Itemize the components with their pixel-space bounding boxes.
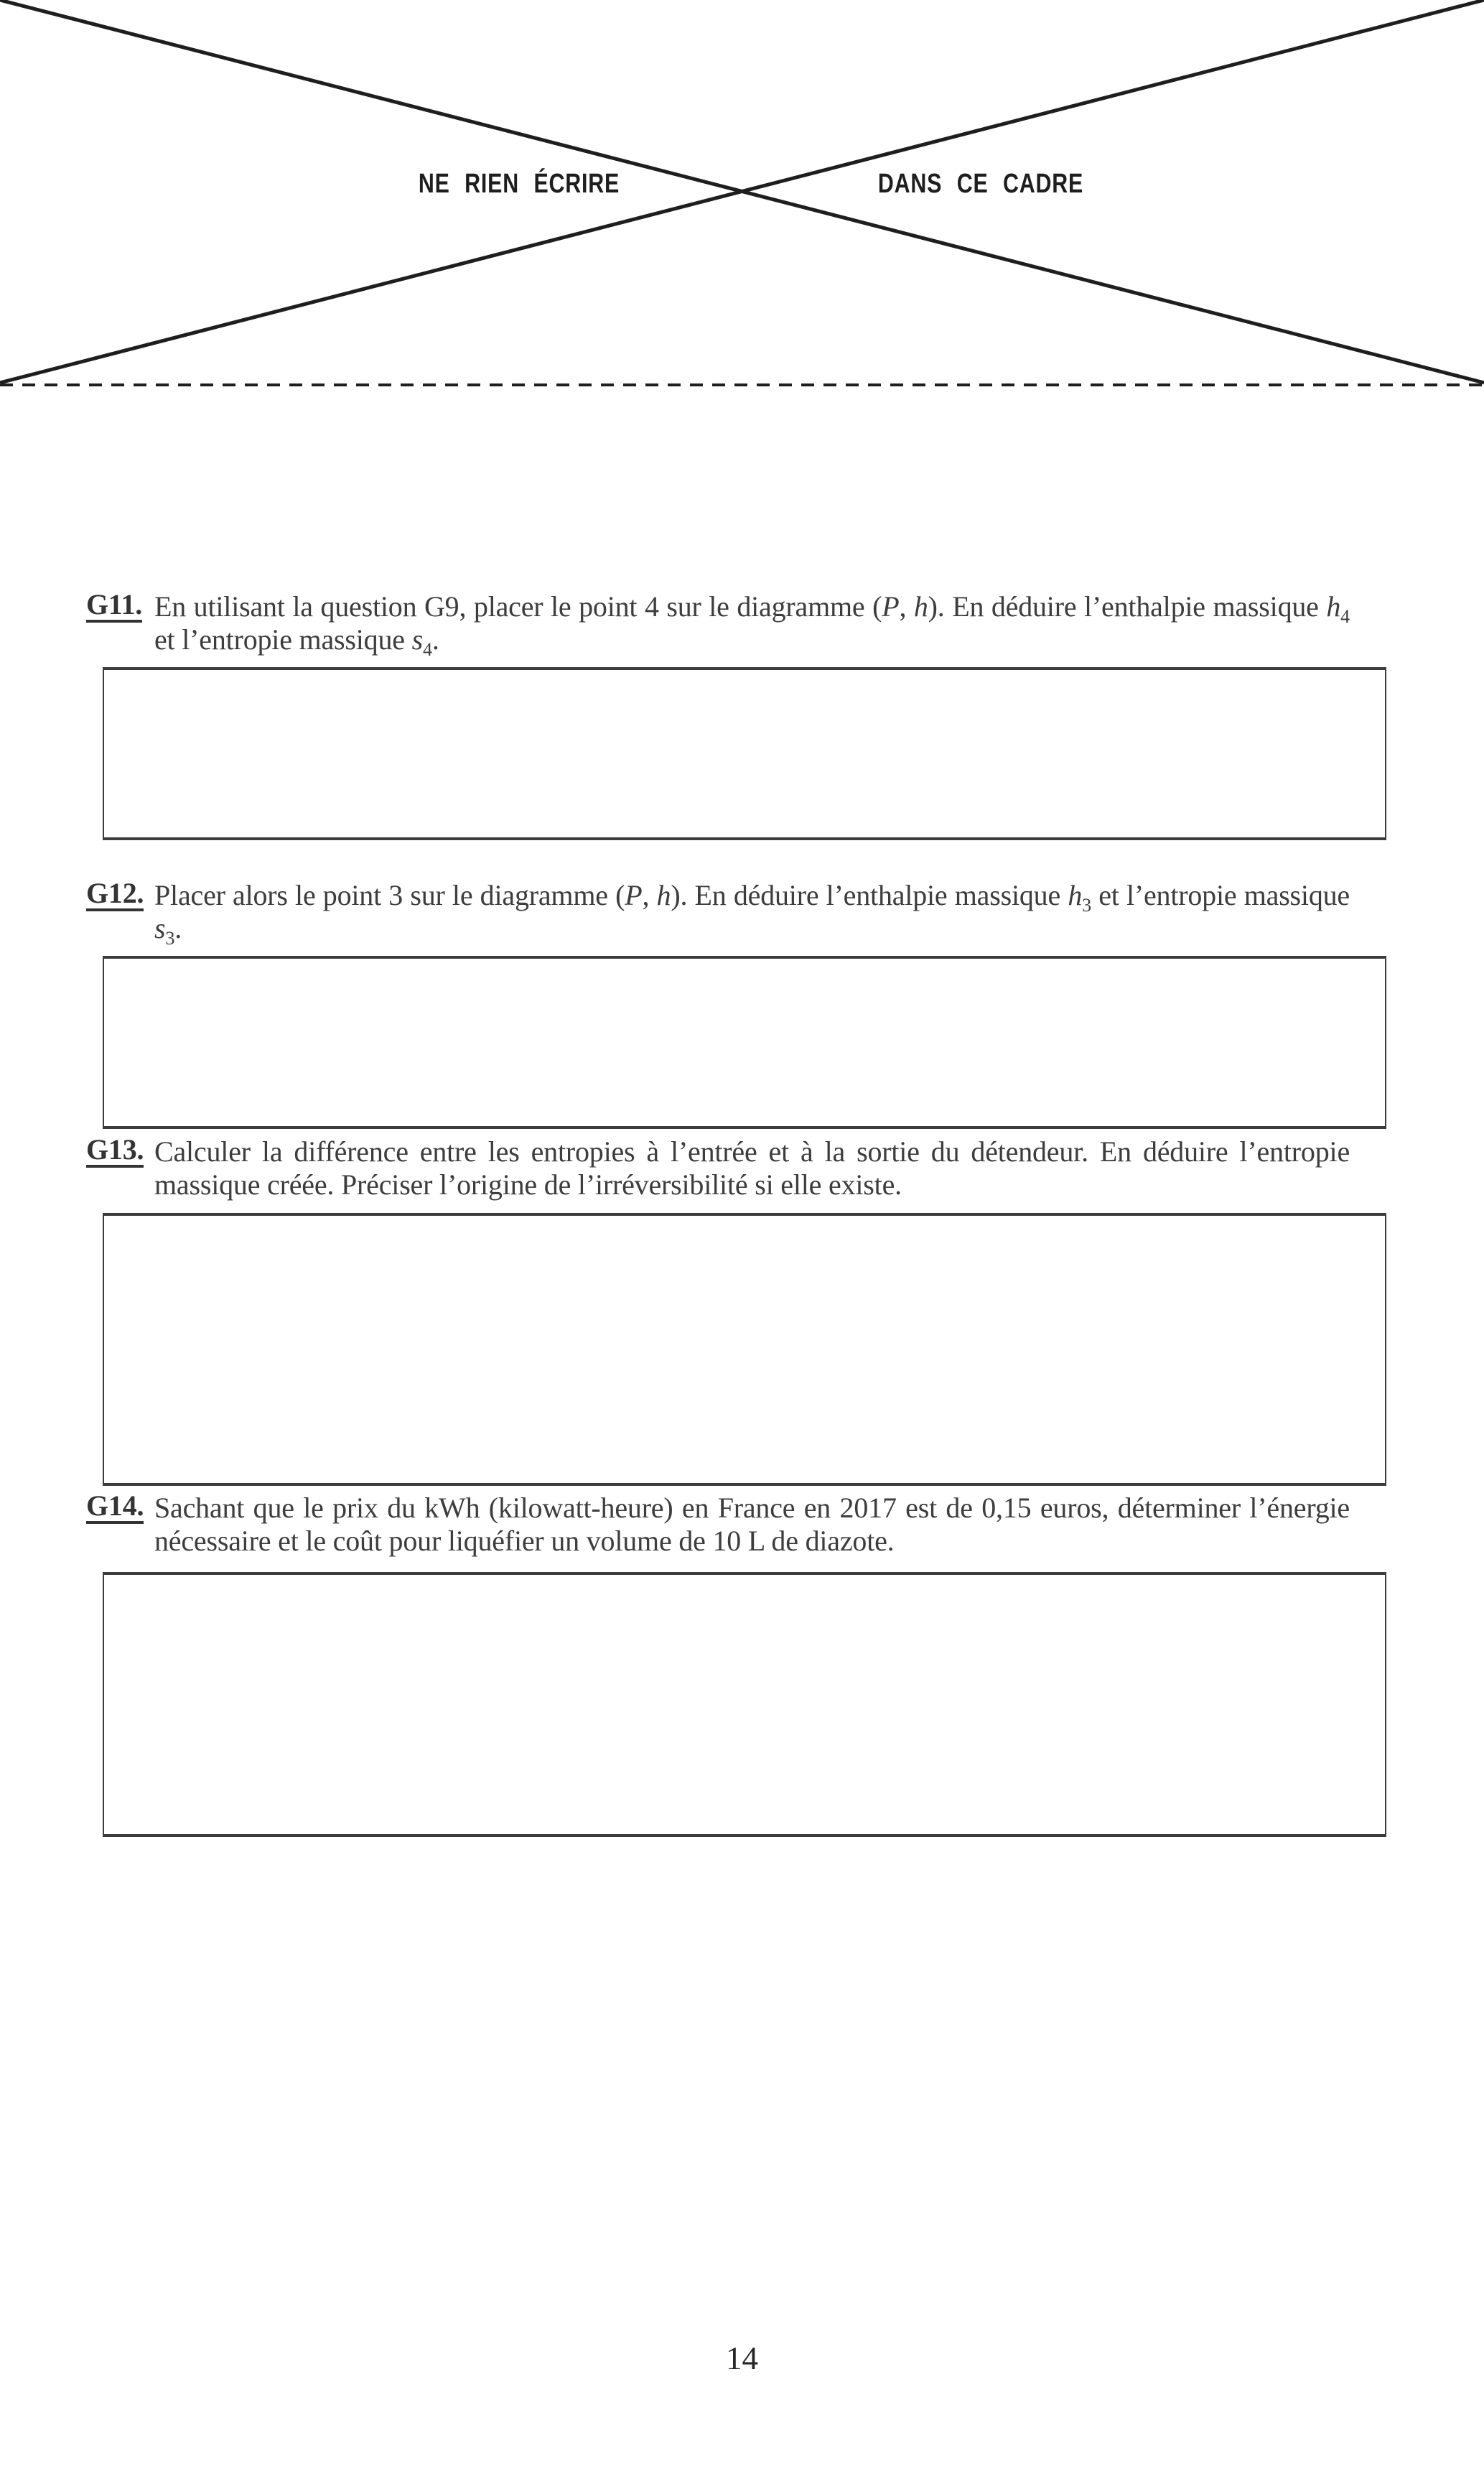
page-number: 14 xyxy=(726,2340,758,2376)
question-g13-text: Calculer la différence entre les entropies à l’entrée et à la sortie du détendeur. En déduire l’entropie massique créée. Préciser l’origine de l’irréversibilité si elle existe. xyxy=(154,1135,1350,1201)
frame-label-ne-rien-ecrire: NE RIEN ÉCRIRE xyxy=(418,169,620,199)
question-g11-label: G11. xyxy=(86,590,142,623)
question-g14-label: G14. xyxy=(86,1492,144,1524)
question-g12-label: G12. xyxy=(86,879,144,911)
frame-label-dans-ce-cadre: DANS CE CADRE xyxy=(877,169,1084,199)
question-g14 xyxy=(86,1489,1350,1558)
question-g12-text: Placer alors le point 3 sur le diagramme (P, h). En déduire l’enthalpie massique $h_3$ et l’entropie massique $s_3$. xyxy=(154,879,1350,949)
do-not-write-frame xyxy=(0,0,1484,388)
question-g14-text: Sachant que le prix du kWh (kilowatt-heure) en France en 2017 est de 0,15 euros, déterminer l’énergie nécessaire et le coût pour liquéfier un volume de 10 L de diazote. xyxy=(154,1492,1350,1557)
question-g11 xyxy=(86,588,1350,660)
answer-box-g14 xyxy=(103,1572,1386,1837)
question-g13-label: G13. xyxy=(86,1135,144,1168)
cross-lines-graphic xyxy=(0,0,1484,388)
answer-box-g11 xyxy=(103,667,1386,840)
question-g11-text: En utilisant la question G9, placer le point 4 sur le diagramme (P, h). En déduire l’enthalpie massique $h_4$ et l’entropie massique $s_4$. xyxy=(154,590,1350,660)
question-g12 xyxy=(86,877,1350,949)
question-g13 xyxy=(86,1133,1350,1201)
answer-box-g13 xyxy=(103,1213,1386,1486)
answer-box-g12 xyxy=(103,956,1386,1129)
